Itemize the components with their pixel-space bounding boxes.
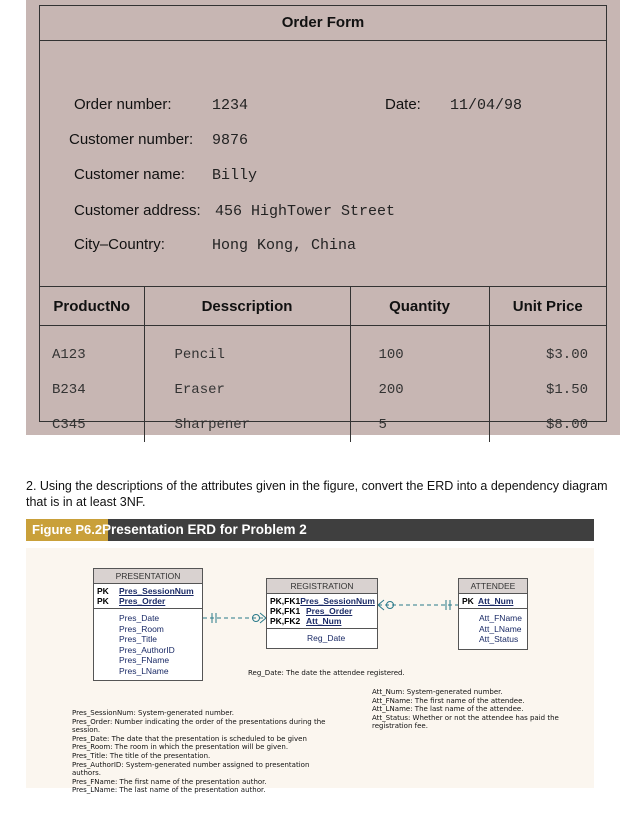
- quantity-cell: 100: [350, 326, 489, 373]
- entity-attributes: [94, 609, 202, 680]
- note-line: Att_LName: The last name of the attendee.: [372, 705, 524, 714]
- note-line: Pres_LName: The last name of the presentation author.: [72, 786, 266, 795]
- figure-caption: Presentation ERD for Problem 2: [102, 522, 307, 537]
- customer-number-value: 9876: [212, 132, 249, 149]
- key-type: PK: [97, 596, 109, 606]
- quantity-cell: 200: [350, 372, 489, 407]
- order-items-table: [40, 286, 606, 442]
- customer-address-label: Customer address:: [74, 202, 201, 219]
- note-line: Att_Status: Whether or not the attendee has paid the registration fee.: [372, 713, 559, 731]
- note-line: Pres_FName: The first name of the presentation author.: [72, 777, 267, 786]
- entity-name: PRESENTATION: [94, 569, 202, 584]
- registration-entity: [266, 578, 378, 649]
- key-attribute: Att_Num: [306, 616, 342, 626]
- note-line: Pres_AuthorID: System-generated number assigned to presentation authors.: [72, 760, 310, 778]
- presentation-entity: [93, 568, 203, 681]
- order-number-label: Order number:: [74, 96, 172, 113]
- key-attribute: Pres_Order: [119, 596, 166, 606]
- unit-price-cell: $3.00: [489, 326, 606, 373]
- figure-tag: Figure P6.2: [26, 519, 108, 541]
- crows-foot-icon: [378, 605, 384, 610]
- attribute: Pres_Title: [119, 634, 157, 644]
- note-line: Pres_SessionNum: System-generated number.: [72, 709, 234, 717]
- attribute: Pres_LName: [119, 665, 169, 676]
- column-header: ProductNo: [40, 287, 144, 326]
- customer-address-value: 456 HighTower Street: [215, 203, 396, 220]
- entity-attributes: [267, 629, 377, 648]
- product-no-cell: B234: [40, 372, 144, 407]
- description-cell: Pencil: [144, 326, 350, 373]
- date-label: Date:: [385, 96, 421, 113]
- figure-header: [26, 519, 594, 541]
- city-country-value: Hong Kong, China: [212, 237, 357, 254]
- attribute: Att_Status: [479, 634, 519, 644]
- table-row: [40, 372, 606, 407]
- key-attribute: Pres_Order: [306, 606, 353, 616]
- key-type: PK,FK1: [270, 606, 301, 616]
- table-header-row: [40, 287, 606, 326]
- entity-keys: [459, 594, 527, 609]
- key-attribute: Att_Num: [478, 596, 514, 606]
- attribute: Att_LName: [479, 623, 522, 634]
- attribute: Pres_FName: [119, 655, 170, 665]
- entity-attributes: [459, 609, 527, 649]
- note-line: Pres_Date: The date that the presentation is scheduled to be given: [72, 734, 307, 743]
- unit-price-cell: $1.50: [489, 372, 606, 407]
- note-line: Att_Num: System-generated number.: [372, 688, 503, 696]
- key-attribute: Pres_SessionNum: [300, 596, 375, 606]
- note-line: Pres_Title: The title of the presentation.: [72, 751, 211, 760]
- description-cell: Sharpener: [144, 407, 350, 442]
- date-value: 11/04/98: [450, 97, 523, 114]
- attribute: Reg_Date: [307, 633, 346, 643]
- order-number-value: 1234: [212, 97, 249, 114]
- attribute: Pres_Date: [119, 613, 160, 623]
- erd-diagram: [26, 548, 594, 795]
- key-type: PK,FK2: [270, 616, 301, 626]
- order-form: [26, 0, 620, 435]
- product-no-cell: C345: [40, 407, 144, 442]
- entity-name: ATTENDEE: [459, 579, 527, 594]
- quantity-cell: 5: [350, 407, 489, 442]
- note-line: Att_FName: The first name of the attendee.: [372, 696, 525, 705]
- key-type: PK: [97, 586, 109, 596]
- key-type: PK: [462, 596, 474, 606]
- key-attribute: Pres_SessionNum: [119, 586, 194, 596]
- key-type: PK,FK1: [270, 596, 301, 606]
- attribute: Pres_Room: [119, 623, 164, 634]
- attendee-entity: [458, 578, 528, 650]
- column-header: Unit Price: [489, 287, 606, 326]
- product-no-cell: A123: [40, 326, 144, 373]
- table-row: [40, 326, 606, 373]
- table-row: [40, 407, 606, 442]
- order-form-title: Order Form: [40, 6, 606, 41]
- order-form-frame: [39, 5, 607, 433]
- customer-name-label: Customer name:: [74, 166, 185, 183]
- attendee-notes: [372, 688, 572, 731]
- question-text: 2. Using the descriptions of the attributes given in the figure, convert the ERD into a dependency diagram that is in at least 3NF.: [26, 479, 608, 509]
- note-line: Pres_Room: The room in which the presentation will be given.: [72, 743, 289, 752]
- entity-keys: [267, 594, 377, 629]
- column-header: Desscription: [144, 287, 350, 326]
- unit-price-cell: $8.00: [489, 407, 606, 442]
- attribute: Pres_AuthorID: [119, 644, 175, 655]
- customer-number-label: Customer number:: [69, 131, 194, 148]
- reg-date-note: Reg_Date: The date the attendee registered.: [248, 669, 405, 677]
- customer-name-value: Billy: [212, 167, 258, 184]
- city-country-label: City–Country:: [74, 236, 165, 253]
- column-header: Quantity: [350, 287, 489, 326]
- entity-name: REGISTRATION: [267, 579, 377, 594]
- crows-foot-icon: [378, 600, 384, 605]
- presentation-notes: [72, 709, 332, 795]
- attribute: Att_FName: [479, 613, 522, 623]
- entity-keys: [94, 584, 202, 609]
- note-line: Pres_Order: Number indicating the order of the presentations during the session.: [72, 717, 326, 735]
- description-cell: Eraser: [144, 372, 350, 407]
